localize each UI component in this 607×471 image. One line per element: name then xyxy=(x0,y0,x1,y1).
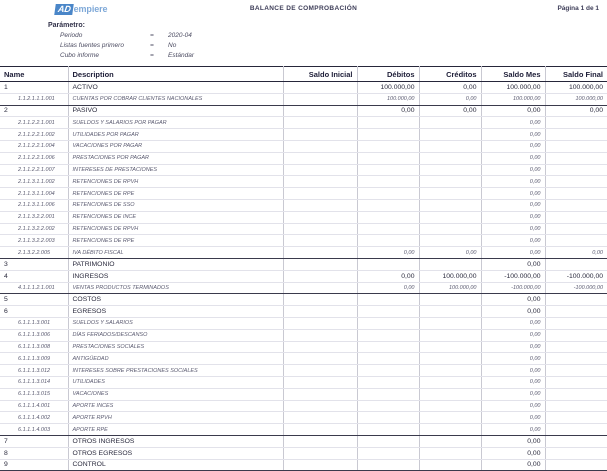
cell-saldo-inicial xyxy=(283,105,357,117)
cell-saldo-final xyxy=(545,412,607,424)
cell-debitos xyxy=(357,188,419,200)
cell-saldo-mes: 0,00 xyxy=(481,435,545,447)
cell-description: EGRESOS xyxy=(68,306,283,318)
cell-account-code: 6.1.1.1.3.014 xyxy=(0,376,68,388)
cell-debitos xyxy=(357,223,419,235)
cell-saldo-inicial xyxy=(283,329,357,341)
table-row xyxy=(0,140,607,152)
parameters-section xyxy=(0,20,607,61)
cell-description: UTILIDADES xyxy=(68,376,283,388)
cell-creditos xyxy=(419,223,481,235)
cell-debitos: 0,00 xyxy=(357,105,419,117)
cell-description: PASIVO xyxy=(68,105,283,117)
cell-debitos xyxy=(357,152,419,164)
cell-saldo-inicial xyxy=(283,176,357,188)
table-row xyxy=(0,365,607,377)
cell-description: PRESTACIONES SOCIALES xyxy=(68,341,283,353)
table-row xyxy=(0,376,607,388)
cell-account-code: 2.1.1.3.1.1.004 xyxy=(0,188,68,200)
table-row xyxy=(0,188,607,200)
cell-saldo-inicial xyxy=(283,376,357,388)
cell-description: APORTE RPVH xyxy=(68,412,283,424)
cell-debitos xyxy=(357,412,419,424)
cell-saldo-mes: 0,00 xyxy=(481,164,545,176)
page-number: Página 1 de 1 xyxy=(557,5,599,12)
cell-saldo-final xyxy=(545,258,607,270)
cell-saldo-final xyxy=(545,459,607,471)
cell-description: SUELDOS Y SALARIOS xyxy=(68,317,283,329)
table-row xyxy=(0,388,607,400)
table-row xyxy=(0,341,607,353)
cell-description: RETENCIONES DE SSO xyxy=(68,199,283,211)
cell-saldo-mes: 0,00 xyxy=(481,247,545,259)
cell-account-code: 6.1.1.1.3.001 xyxy=(0,317,68,329)
cell-description: OTROS EGRESOS xyxy=(68,447,283,459)
table-row xyxy=(0,211,607,223)
cell-saldo-inicial xyxy=(283,282,357,294)
cell-saldo-inicial xyxy=(283,424,357,436)
cell-saldo-final xyxy=(545,353,607,365)
column-header-saldo-mes: Saldo Mes xyxy=(481,67,545,82)
cell-saldo-inicial xyxy=(283,223,357,235)
cell-debitos: 100.000,00 xyxy=(357,93,419,105)
table-row xyxy=(0,105,607,117)
cell-account-code: 9 xyxy=(0,459,68,471)
cell-debitos xyxy=(357,294,419,306)
cell-creditos xyxy=(419,447,481,459)
cell-creditos: 0,00 xyxy=(419,93,481,105)
trial-balance-table xyxy=(0,66,607,471)
cell-debitos xyxy=(357,306,419,318)
column-header-creditos: Créditos xyxy=(419,67,481,82)
cell-debitos xyxy=(357,329,419,341)
cell-debitos xyxy=(357,211,419,223)
cell-saldo-inicial xyxy=(283,270,357,282)
cell-description: RETENCIONES DE RPE xyxy=(68,235,283,247)
cell-saldo-final xyxy=(545,199,607,211)
cell-debitos xyxy=(357,388,419,400)
table-row xyxy=(0,447,607,459)
cell-creditos xyxy=(419,294,481,306)
table-row xyxy=(0,306,607,318)
cell-saldo-mes: 0,00 xyxy=(481,353,545,365)
cell-creditos xyxy=(419,400,481,412)
cell-debitos xyxy=(357,447,419,459)
cell-creditos xyxy=(419,412,481,424)
table-body xyxy=(0,82,607,471)
parameter-label: Listas fuentes primero xyxy=(60,42,124,49)
cell-creditos xyxy=(419,235,481,247)
cell-saldo-mes: 0,00 xyxy=(481,447,545,459)
cell-description: VENTAS PRODUCTOS TERMINADOS xyxy=(68,282,283,294)
cell-account-code: 2.1.1.2.2.1.001 xyxy=(0,117,68,129)
cell-debitos xyxy=(357,117,419,129)
cell-saldo-final xyxy=(545,365,607,377)
table-row xyxy=(0,400,607,412)
cell-description: INTERESES SOBRE PRESTACIONES SOCIALES xyxy=(68,365,283,377)
cell-saldo-mes: 0,00 xyxy=(481,117,545,129)
cell-debitos xyxy=(357,235,419,247)
cell-account-code: 1 xyxy=(0,82,68,94)
cell-saldo-final xyxy=(545,152,607,164)
cell-saldo-inicial xyxy=(283,435,357,447)
cell-debitos xyxy=(357,353,419,365)
table-row xyxy=(0,424,607,436)
cell-debitos xyxy=(357,199,419,211)
cell-creditos xyxy=(419,176,481,188)
cell-saldo-final xyxy=(545,188,607,200)
cell-description: OTROS INGRESOS xyxy=(68,435,283,447)
cell-saldo-final: 100.000,00 xyxy=(545,82,607,94)
table-row xyxy=(0,459,607,471)
cell-creditos xyxy=(419,365,481,377)
cell-saldo-final xyxy=(545,317,607,329)
cell-saldo-mes: 0,00 xyxy=(481,258,545,270)
cell-saldo-final xyxy=(545,140,607,152)
cell-creditos xyxy=(419,258,481,270)
cell-creditos xyxy=(419,306,481,318)
cell-saldo-final xyxy=(545,117,607,129)
cell-creditos xyxy=(419,140,481,152)
cell-saldo-inicial xyxy=(283,188,357,200)
cell-creditos: 100.000,00 xyxy=(419,270,481,282)
column-header-debitos: Débitos xyxy=(357,67,419,82)
cell-saldo-final xyxy=(545,400,607,412)
cell-creditos xyxy=(419,424,481,436)
column-header-description: Description xyxy=(68,67,283,82)
cell-account-code: 6.1.1.1.4.002 xyxy=(0,412,68,424)
cell-account-code: 2.1.1.2.2.1.006 xyxy=(0,152,68,164)
cell-description: IVA DÉBITO FISCAL xyxy=(68,247,283,259)
cell-saldo-inicial xyxy=(283,152,357,164)
cell-creditos xyxy=(419,388,481,400)
table-header-row xyxy=(0,67,607,82)
cell-debitos xyxy=(357,164,419,176)
parameter-row xyxy=(48,51,607,61)
cell-account-code: 6.1.1.1.3.006 xyxy=(0,329,68,341)
cell-creditos xyxy=(419,329,481,341)
cell-saldo-final xyxy=(545,223,607,235)
cell-saldo-final xyxy=(545,388,607,400)
cell-saldo-inicial xyxy=(283,341,357,353)
cell-saldo-final xyxy=(545,376,607,388)
cell-description: INTERESES DE PRESTACIONES xyxy=(68,164,283,176)
cell-saldo-mes: 100.000,00 xyxy=(481,93,545,105)
cell-debitos: 0,00 xyxy=(357,282,419,294)
table-row xyxy=(0,235,607,247)
parameter-row xyxy=(48,31,607,41)
cell-description: CONTROL xyxy=(68,459,283,471)
cell-saldo-final xyxy=(545,306,607,318)
table-row xyxy=(0,152,607,164)
cell-description: PATRIMONIO xyxy=(68,258,283,270)
cell-saldo-inicial xyxy=(283,140,357,152)
cell-debitos xyxy=(357,400,419,412)
cell-debitos xyxy=(357,140,419,152)
parameter-equals: = xyxy=(150,32,154,39)
cell-account-code: 2.1.1.2.2.1.004 xyxy=(0,140,68,152)
cell-creditos xyxy=(419,199,481,211)
cell-description: RETENCIONES DE RPE xyxy=(68,188,283,200)
cell-saldo-inicial xyxy=(283,400,357,412)
cell-description: ANTIGÜEDAD xyxy=(68,353,283,365)
cell-account-code: 2.1.1.2.2.1.007 xyxy=(0,164,68,176)
cell-saldo-final xyxy=(545,424,607,436)
table-row xyxy=(0,329,607,341)
parameter-value: 2020-04 xyxy=(168,32,192,39)
cell-saldo-inicial xyxy=(283,294,357,306)
cell-saldo-inicial xyxy=(283,129,357,141)
cell-creditos xyxy=(419,353,481,365)
cell-account-code: 5 xyxy=(0,294,68,306)
cell-account-code: 2.1.1.2.2.1.002 xyxy=(0,129,68,141)
logo-mark: AD xyxy=(54,4,73,15)
cell-saldo-inicial xyxy=(283,306,357,318)
cell-description: CUENTAS POR COBRAR CLIENTES NACIONALES xyxy=(68,93,283,105)
parameter-equals: = xyxy=(150,52,154,59)
cell-saldo-final xyxy=(545,341,607,353)
cell-saldo-mes: 0,00 xyxy=(481,199,545,211)
cell-saldo-mes: 0,00 xyxy=(481,105,545,117)
table-row xyxy=(0,117,607,129)
cell-creditos xyxy=(419,341,481,353)
cell-saldo-inicial xyxy=(283,412,357,424)
cell-saldo-inicial xyxy=(283,388,357,400)
cell-creditos xyxy=(419,188,481,200)
table-row xyxy=(0,247,607,259)
cell-saldo-mes: 0,00 xyxy=(481,211,545,223)
cell-saldo-mes: 0,00 xyxy=(481,341,545,353)
cell-creditos xyxy=(419,152,481,164)
cell-creditos: 0,00 xyxy=(419,82,481,94)
table-row xyxy=(0,412,607,424)
table-header xyxy=(0,67,607,82)
cell-description: COSTOS xyxy=(68,294,283,306)
table-row xyxy=(0,317,607,329)
cell-debitos xyxy=(357,459,419,471)
table-row xyxy=(0,82,607,94)
cell-saldo-final xyxy=(545,164,607,176)
cell-description: INGRESOS xyxy=(68,270,283,282)
cell-account-code: 2 xyxy=(0,105,68,117)
parameters-list xyxy=(48,31,607,61)
cell-creditos xyxy=(419,117,481,129)
parameters-title: Parámetro: xyxy=(48,22,85,29)
table-row xyxy=(0,435,607,447)
cell-saldo-inicial xyxy=(283,117,357,129)
cell-debitos xyxy=(357,376,419,388)
cell-saldo-final: -100.000,00 xyxy=(545,270,607,282)
cell-account-code: 7 xyxy=(0,435,68,447)
parameter-value: No xyxy=(168,42,177,49)
cell-account-code: 6.1.1.1.4.003 xyxy=(0,424,68,436)
parameter-label: Periodo xyxy=(60,32,83,39)
cell-debitos xyxy=(357,341,419,353)
cell-saldo-mes: 0,00 xyxy=(481,188,545,200)
cell-creditos: 100.000,00 xyxy=(419,282,481,294)
cell-creditos xyxy=(419,164,481,176)
table-row xyxy=(0,294,607,306)
cell-account-code: 2.1.1.3.2.2.001 xyxy=(0,211,68,223)
cell-account-code: 6.1.1.1.3.009 xyxy=(0,353,68,365)
table-row xyxy=(0,270,607,282)
table-row xyxy=(0,199,607,211)
cell-saldo-mes: 0,00 xyxy=(481,317,545,329)
cell-saldo-inicial xyxy=(283,93,357,105)
parameter-label: Cubo informe xyxy=(60,52,100,59)
cell-saldo-final xyxy=(545,176,607,188)
cell-description: DÍAS FERIADOS/DESCANSO xyxy=(68,329,283,341)
cell-saldo-mes: 0,00 xyxy=(481,294,545,306)
cell-description: UTILIDADES POR PAGAR xyxy=(68,129,283,141)
cell-account-code: 2.1.3.2.2.005 xyxy=(0,247,68,259)
cell-saldo-inicial xyxy=(283,199,357,211)
cell-saldo-mes: 0,00 xyxy=(481,223,545,235)
cell-debitos xyxy=(357,424,419,436)
cell-saldo-inicial xyxy=(283,447,357,459)
table-row xyxy=(0,258,607,270)
page-title: BALANCE DE COMPROBACIÓN xyxy=(249,5,358,12)
cell-creditos xyxy=(419,211,481,223)
cell-saldo-mes: 0,00 xyxy=(481,388,545,400)
cell-saldo-inicial xyxy=(283,365,357,377)
column-header-saldo-inicial: Saldo Inicial xyxy=(283,67,357,82)
cell-saldo-mes: 0,00 xyxy=(481,459,545,471)
cell-saldo-mes: -100.000,00 xyxy=(481,282,545,294)
cell-description: ACTIVO xyxy=(68,82,283,94)
cell-account-code: 6.1.1.1.3.015 xyxy=(0,388,68,400)
cell-saldo-mes: 0,00 xyxy=(481,329,545,341)
cell-description: APORTE RPE xyxy=(68,424,283,436)
cell-debitos xyxy=(357,317,419,329)
parameter-value: Estándar xyxy=(168,52,195,59)
cell-saldo-inicial xyxy=(283,247,357,259)
cell-description: VACACIONES POR PAGAR xyxy=(68,140,283,152)
cell-account-code: 6.1.1.1.3.008 xyxy=(0,341,68,353)
cell-account-code: 3 xyxy=(0,258,68,270)
cell-description: APORTE INCES xyxy=(68,400,283,412)
cell-debitos xyxy=(357,176,419,188)
cell-saldo-inicial xyxy=(283,353,357,365)
table-row xyxy=(0,176,607,188)
table-row xyxy=(0,282,607,294)
cell-saldo-mes: 0,00 xyxy=(481,400,545,412)
cell-saldo-mes: 100.000,00 xyxy=(481,82,545,94)
cell-saldo-final xyxy=(545,211,607,223)
cell-saldo-final: 0,00 xyxy=(545,105,607,117)
cell-debitos: 0,00 xyxy=(357,270,419,282)
logo-text: empiere xyxy=(73,4,108,14)
cell-account-code: 6.1.1.1.4.001 xyxy=(0,400,68,412)
cell-saldo-mes: 0,00 xyxy=(481,306,545,318)
cell-saldo-mes: 0,00 xyxy=(481,424,545,436)
cell-description: RETENCIONES DE INCE xyxy=(68,211,283,223)
cell-debitos xyxy=(357,258,419,270)
cell-saldo-final: 100.000,00 xyxy=(545,93,607,105)
cell-saldo-mes: 0,00 xyxy=(481,412,545,424)
parameter-equals: = xyxy=(150,42,154,49)
cell-description: RETENCIONES DE RPVH xyxy=(68,223,283,235)
cell-debitos xyxy=(357,129,419,141)
cell-saldo-inicial xyxy=(283,82,357,94)
cell-account-code: 4 xyxy=(0,270,68,282)
cell-account-code: 6.1.1.1.3.012 xyxy=(0,365,68,377)
cell-debitos xyxy=(357,365,419,377)
cell-description: SUELDOS Y SALARIOS POR PAGAR xyxy=(68,117,283,129)
cell-account-code: 2.1.1.3.1.1.002 xyxy=(0,176,68,188)
cell-account-code: 6 xyxy=(0,306,68,318)
cell-saldo-mes: -100.000,00 xyxy=(481,270,545,282)
cell-description: VACACIONES xyxy=(68,388,283,400)
cell-creditos xyxy=(419,459,481,471)
cell-saldo-final: -100.000,00 xyxy=(545,282,607,294)
cell-saldo-mes: 0,00 xyxy=(481,365,545,377)
cell-account-code: 1.1.2.1.1.1.001 xyxy=(0,93,68,105)
table-row xyxy=(0,164,607,176)
cell-creditos xyxy=(419,376,481,388)
cell-saldo-inicial xyxy=(283,317,357,329)
table-row xyxy=(0,93,607,105)
table-row xyxy=(0,223,607,235)
cell-creditos xyxy=(419,435,481,447)
cell-debitos: 100.000,00 xyxy=(357,82,419,94)
cell-saldo-mes: 0,00 xyxy=(481,140,545,152)
cell-saldo-final xyxy=(545,294,607,306)
cell-saldo-inicial xyxy=(283,459,357,471)
cell-saldo-inicial xyxy=(283,258,357,270)
cell-account-code: 2.1.1.3.2.2.002 xyxy=(0,223,68,235)
cell-saldo-final: 0,00 xyxy=(545,247,607,259)
cell-saldo-final xyxy=(545,447,607,459)
cell-account-code: 4.1.1.1.2.1.001 xyxy=(0,282,68,294)
page-header xyxy=(0,0,607,20)
cell-saldo-inicial xyxy=(283,211,357,223)
cell-saldo-final xyxy=(545,435,607,447)
cell-account-code: 8 xyxy=(0,447,68,459)
table-row xyxy=(0,353,607,365)
cell-saldo-mes: 0,00 xyxy=(481,129,545,141)
cell-creditos xyxy=(419,317,481,329)
column-header-saldo-final: Saldo Final xyxy=(545,67,607,82)
cell-saldo-mes: 0,00 xyxy=(481,176,545,188)
cell-creditos: 0,00 xyxy=(419,105,481,117)
cell-debitos: 0,00 xyxy=(357,247,419,259)
cell-account-code: 2.1.1.3.1.1.006 xyxy=(0,199,68,211)
cell-debitos xyxy=(357,435,419,447)
cell-saldo-inicial xyxy=(283,164,357,176)
cell-saldo-inicial xyxy=(283,235,357,247)
cell-saldo-final xyxy=(545,129,607,141)
cell-saldo-final xyxy=(545,329,607,341)
cell-saldo-mes: 0,00 xyxy=(481,376,545,388)
cell-creditos xyxy=(419,129,481,141)
cell-creditos: 0,00 xyxy=(419,247,481,259)
cell-saldo-mes: 0,00 xyxy=(481,235,545,247)
parameter-row xyxy=(48,41,607,51)
cell-account-code: 2.1.1.3.2.2.003 xyxy=(0,235,68,247)
cell-saldo-final xyxy=(545,235,607,247)
cell-saldo-mes: 0,00 xyxy=(481,152,545,164)
cell-description: PRESTACIONES POR PAGAR xyxy=(68,152,283,164)
cell-description: RETENCIONES DE RPVH xyxy=(68,176,283,188)
table-row xyxy=(0,129,607,141)
column-header-name: Name xyxy=(0,67,68,82)
